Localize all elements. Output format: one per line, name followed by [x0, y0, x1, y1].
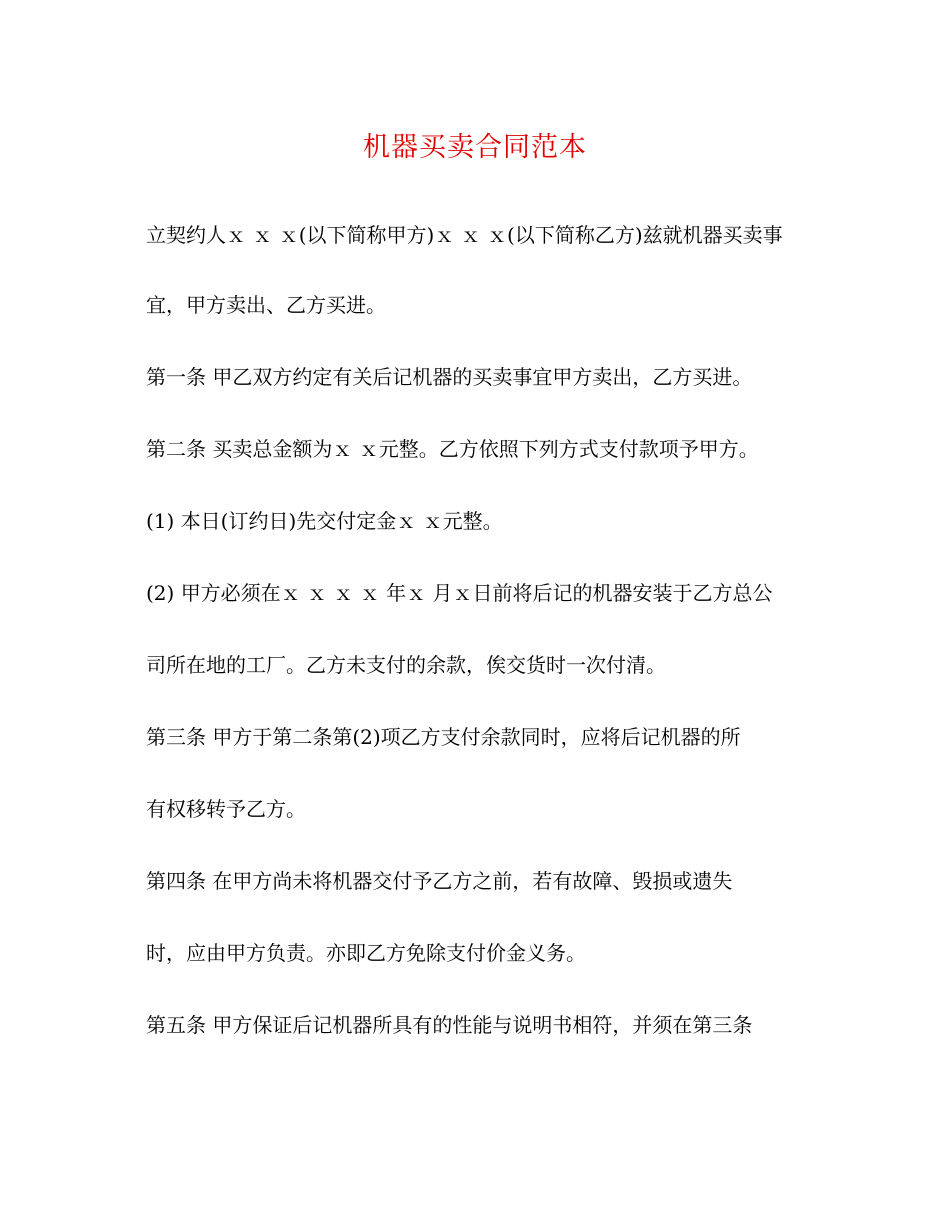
paragraph-line: 司所在地的工厂。乙方未支付的余款，俟交货时一次付清。	[146, 653, 666, 677]
paragraph-line: 第一条 甲乙双方约定有关后记机器的买卖事宜甲方卖出，乙方买进。	[146, 365, 753, 389]
paragraph-line: 时，应由甲方负责。亦即乙方免除支付价金义务。	[146, 941, 586, 965]
paragraph-line: 第四条 在甲方尚未将机器交付予乙方之前，若有故障、毁损或遗失	[146, 869, 733, 893]
paragraph-line: 宜，甲方卖出、乙方买进。	[146, 293, 386, 317]
paragraph-line: 第三条 甲方于第二条第(2)项乙方支付余款同时，应将后记机器的所	[146, 725, 741, 749]
paragraph-line: 第五条 甲方保证后记机器所具有的性能与说明书相符，并须在第三条	[146, 1013, 753, 1037]
document-title: 机器买卖合同范本	[363, 132, 587, 163]
paragraph-line: 第二条 买卖总金额为ｘ ｘ元整。乙方依照下列方式支付款项予甲方。	[146, 437, 759, 461]
paragraph-line: 有权移转予乙方。	[146, 797, 306, 821]
paragraph-line: (1) 本日(订约日)先交付定金ｘ ｘ元整。	[146, 509, 503, 533]
paragraph-line: (2) 甲方必须在ｘ ｘ ｘ ｘ 年ｘ 月ｘ日前将后记的机器安装于乙方总公	[146, 581, 773, 605]
paragraph-line: 立契约人ｘ ｘ ｘ(以下简称甲方)ｘ ｘ ｘ(以下简称乙方)兹就机器买卖事	[146, 223, 783, 247]
